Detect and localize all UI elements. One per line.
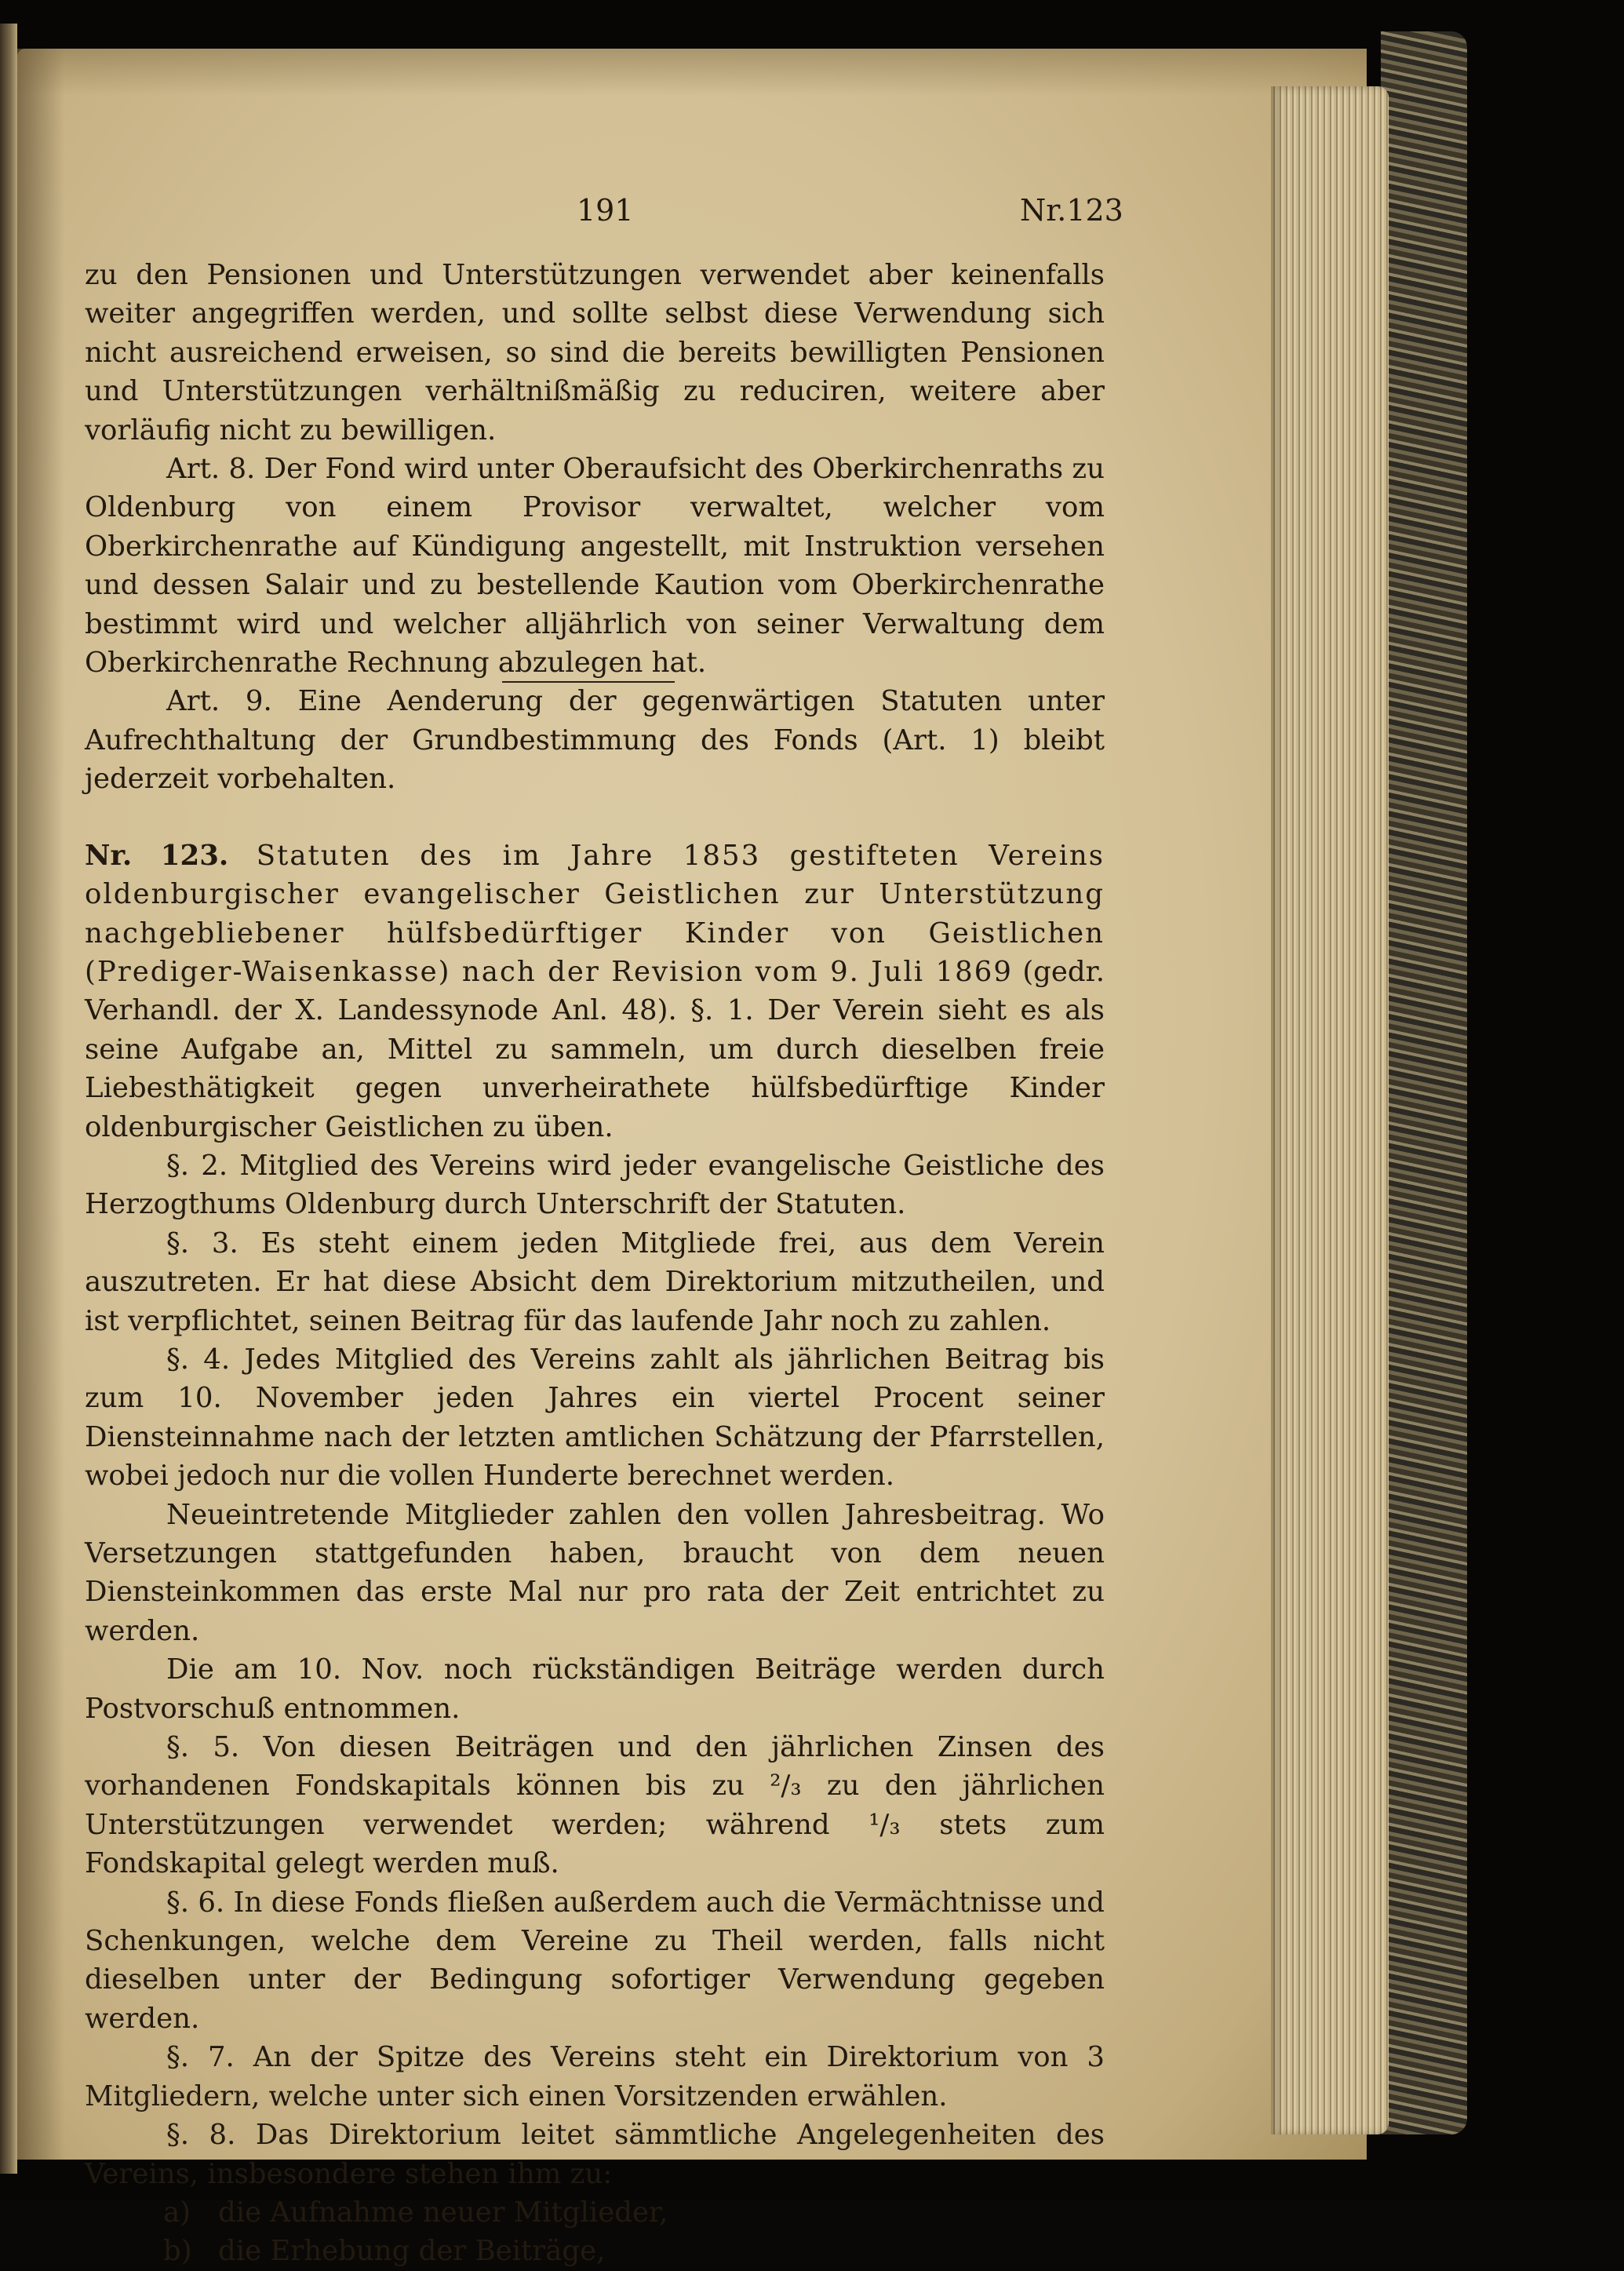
continuation-paragraph: zu den Pensionen und Unterstützungen verwendet aber keinenfalls weiter angegriffen werden, und sollte selbst diese Verwendung sich nicht ausreichend erweisen, so sind die bereits bewilligten Pensionen und Unterstützungen verhältnißmäßig zu reduciren, weitere aber vorläufig nicht zu bewilligen. (85, 259, 1105, 447)
article-9: Art. 9. Eine Aenderung der gegenwärtigen Statuten unter Aufrechthaltung der Grundbestimmung des Fonds (Art. 1) bleibt jederzeit vorbehalten. (85, 685, 1105, 796)
paragraph-8: §. 8. Das Direktorium leitet sämmtliche Angelegenheiten des Vereins, insbesondere stehen ihm zu: (85, 2119, 1105, 2190)
page-edges (1271, 86, 1389, 2134)
separator-space (85, 799, 1105, 837)
article-8: Art. 8. Der Fond wird unter Oberaufsicht des Oberkirchenraths zu Oldenburg von einem Provisor verwaltet, welcher vom Oberkirchenrathe auf Kündigung angestellt, mit Instruktion versehen und dessen Salair und zu bestellende Kaution vom Oberkirchenrathe bestimmt wird und welcher alljährlich von seiner Verwaltung dem Oberkirchenrathe Rechnung abzulegen hat. (85, 453, 1105, 680)
running-head: Nr.123 (1020, 193, 1123, 228)
section-divider-rule (502, 681, 675, 683)
paragraph-6: §. 6. In diese Fonds fließen außerdem auch die Vermächtnisse und Schenkungen, welche dem Vereine zu Theil werden, falls nicht dieselben unter der Bedingung sofortiger Verwendung gegeben werden. (85, 1886, 1105, 2035)
top-shadow (17, 49, 1367, 96)
entry-number: Nr. 123. (85, 839, 229, 872)
previous-page-edge (0, 24, 17, 2174)
binding-shadow (17, 49, 64, 2160)
entry-title: Statuten des im Jahre 1853 gestifteten Vereins oldenburgischer evangelischer Geistlichen zur Unterstützung nachgebliebener hülfsbedürftiger Kinder von Geistlichen (Prediger-Waisenkasse) nach der Revision vom 9. Juli 1869 (85, 839, 1105, 988)
marbled-book-cover (1381, 31, 1467, 2134)
paragraph-7: §. 7. An der Spitze des Vereins steht ein Direktorium von 3 Mitgliedern, welche unter sich einen Vorsitzenden erwählen. (85, 2041, 1105, 2112)
page-text (85, 193, 1105, 2271)
paragraph-2: §. 2. Mitglied des Vereins wird jeder evangelische Geistliche des Herzogthums Oldenburg durch Unterschrift der Statuten. (85, 1149, 1105, 1221)
paragraph-3: §. 3. Es steht einem jeden Mitgliede frei, aus dem Verein auszutreten. Er hat diese Absicht dem Direktorium mitzutheilen, und ist verpflichtet, seinen Beitrag für das laufende Jahr noch zu zahlen. (85, 1227, 1105, 1337)
entry-header (85, 837, 1105, 1146)
paragraph-5: §. 5. Von diesen Beiträgen und den jährlichen Zinsen des vorhandenen Fondskapitals können bis zu ²/₃ zu den jährlichen Unterstützungen verwendet werden; während ¹/₃ stets zum Fondskapital gelegt werden muß. (85, 1731, 1105, 1880)
paragraph-4: §. 4. Jedes Mitglied des Vereins zahlt als jährlichen Beitrag bis zum 10. November jeden Jahres ein viertel Procent seiner Diensteinnahme nach der letzten amtlichen Schätzung der Pfarrstellen, wobei jedoch nur die vollen Hunderte berechnet werden. (85, 1343, 1105, 1493)
list-item: b) die Erhebung der Beiträge, (163, 2235, 606, 2268)
entry-source: (gedr. Verhandl. der X. Landessynode Anl. 48). (85, 955, 1105, 1027)
paragraph-1: §. 1. Der Verein sieht es als seine Aufgabe an, Mittel zu sammeln, um durch dieselben freie Liebesthätigkeit gegen unverheirathete hülfsbedürftige Kinder oldenburgischer Geistlichen zu üben. (85, 994, 1105, 1143)
paragraph-4-new-members: Neueintretende Mitglieder zahlen den vollen Jahresbeitrag. Wo Versetzungen stattgefunden haben, braucht von dem neuen Diensteinkommen das erste Mal nur pro rata der Zeit entrichtet zu werden. (85, 1498, 1105, 1647)
list-item: a) die Aufnahme neuer Mitglieder, (163, 2196, 668, 2229)
page-number: 191 (577, 193, 634, 228)
paragraph-4-arrears: Die am 10. Nov. noch rückständigen Beiträge werden durch Postvorschuß entnommen. (85, 1653, 1105, 1725)
